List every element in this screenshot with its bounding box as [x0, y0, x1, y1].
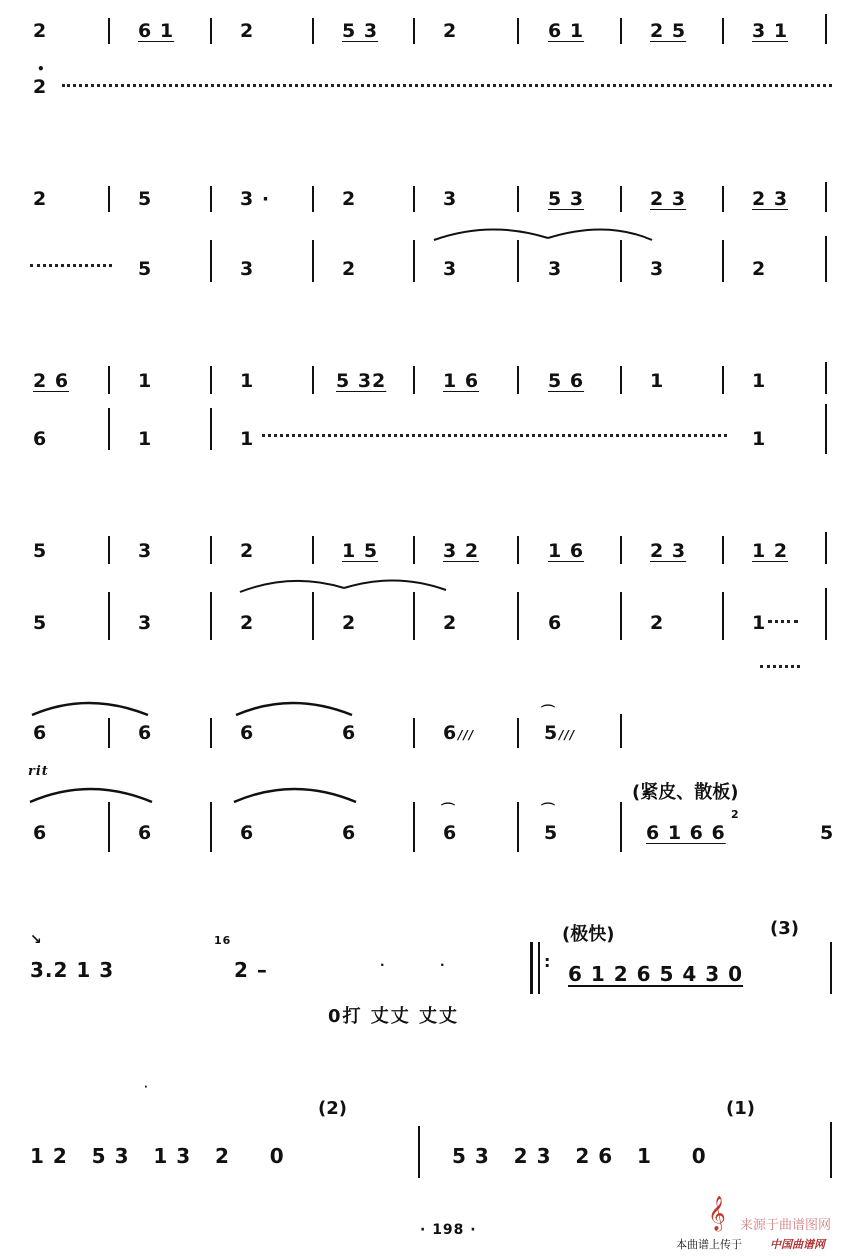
- barline: [108, 366, 110, 394]
- barline: [825, 532, 827, 564]
- note-group: 6 1: [138, 20, 175, 42]
- note: 5: [33, 612, 48, 634]
- sustain-dotted-line: [760, 665, 800, 668]
- site-logo: 中国曲谱网: [770, 1238, 825, 1251]
- tie-arc: [236, 572, 451, 596]
- watermark: 来源于曲谱图网: [740, 1218, 832, 1233]
- barline: [830, 942, 832, 994]
- barline: [517, 240, 519, 282]
- sustain-dotted-line: [30, 264, 112, 267]
- held-note: 2 –: [234, 958, 268, 982]
- note-group: 5 6: [548, 370, 585, 392]
- barline: [210, 18, 212, 44]
- barline: [108, 802, 110, 852]
- barline: [722, 366, 724, 394]
- barline: [413, 366, 415, 394]
- note-group: 1 5: [342, 540, 379, 562]
- barline: [312, 592, 314, 640]
- barline: [210, 366, 212, 394]
- note: 1: [752, 428, 767, 450]
- note-group: 1 6: [443, 370, 480, 392]
- repeat-dots: :: [544, 952, 552, 971]
- tempo-marking: (极快): [562, 924, 615, 945]
- sustain-dotted-line: [62, 84, 832, 87]
- note: 3: [443, 258, 458, 280]
- section-number: (2): [318, 1098, 347, 1119]
- section-number: (1): [726, 1098, 755, 1119]
- barline: [620, 592, 622, 640]
- barline: [722, 240, 724, 282]
- note: 5: [138, 188, 153, 210]
- barline: [722, 18, 724, 44]
- barline: [108, 536, 110, 564]
- footer-credit: 本曲谱上传于: [676, 1238, 742, 1251]
- barline: [517, 366, 519, 394]
- note: 3: [548, 258, 563, 280]
- barline: [108, 18, 110, 44]
- fermata-icon: ⌒: [441, 803, 456, 819]
- note: 6: [138, 822, 153, 844]
- note: 5: [33, 540, 48, 562]
- note-group: 5 3: [342, 20, 379, 42]
- note: 3 ·: [240, 188, 271, 210]
- barline: [413, 186, 415, 212]
- note: 2: [752, 258, 767, 280]
- barline: [312, 366, 314, 394]
- barline: [620, 18, 622, 44]
- note: 2: [240, 612, 255, 634]
- slide-mark-icon: ↘: [30, 932, 43, 948]
- note: 1: [752, 612, 767, 634]
- barline: [108, 718, 110, 748]
- note: 6: [33, 822, 48, 844]
- barline: [825, 362, 827, 394]
- tie-arc: [232, 697, 362, 719]
- dot-mark: ·: [380, 958, 386, 972]
- tie-arc: [28, 697, 158, 719]
- barline: [413, 18, 415, 44]
- note: 2: [443, 20, 458, 42]
- note-group: 2 6: [33, 370, 70, 392]
- fermata-icon: ⌒: [541, 705, 556, 721]
- barline: [825, 236, 827, 282]
- barline: [517, 718, 519, 748]
- held-note: 2: [33, 76, 48, 98]
- tie-arc: [430, 222, 660, 246]
- tie-arc: [26, 784, 158, 806]
- performance-annotation: (紧皮、散板): [632, 782, 739, 803]
- note: 5: [138, 258, 153, 280]
- note-group: 5 3 2 3 2 6 1 0: [452, 1144, 707, 1168]
- note: 1: [138, 428, 153, 450]
- note: 6: [240, 722, 255, 744]
- note: 6: [342, 822, 357, 844]
- barline: [210, 802, 212, 852]
- repeat-barline-thin: [538, 942, 540, 994]
- note: 1: [650, 370, 665, 392]
- fermata-icon: ⌒: [541, 803, 556, 819]
- barline: [418, 1126, 420, 1178]
- barline: [620, 240, 622, 282]
- note: 2: [342, 612, 357, 634]
- barline: [517, 802, 519, 852]
- sustain-dotted-line: [768, 620, 798, 623]
- note: 1: [240, 428, 255, 450]
- barline: [312, 18, 314, 44]
- note: 6: [548, 612, 563, 634]
- tremolo-note: 5: [544, 722, 559, 744]
- tremolo-mark: ///: [559, 728, 576, 742]
- grace-note: 2: [731, 808, 740, 821]
- barline: [825, 182, 827, 212]
- barline: [722, 536, 724, 564]
- barline: [413, 536, 415, 564]
- page-number: · 198 ·: [420, 1222, 477, 1238]
- barline: [830, 1122, 832, 1178]
- note: 1: [752, 370, 767, 392]
- note: 3: [138, 540, 153, 562]
- note: 3: [443, 188, 458, 210]
- note: 6: [342, 722, 357, 744]
- note-group: 3.2 1 3: [30, 958, 115, 982]
- note: 2: [240, 540, 255, 562]
- barline: [825, 404, 827, 454]
- grace-note: 16: [214, 934, 232, 947]
- barline: [620, 186, 622, 212]
- note: 2: [342, 258, 357, 280]
- note-group: 2 5: [650, 20, 687, 42]
- note: 2: [342, 188, 357, 210]
- tremolo-mark: ///: [458, 728, 475, 742]
- note-group: 2 3: [650, 188, 687, 210]
- barline: [108, 408, 110, 450]
- note: 6: [443, 822, 458, 844]
- note-group: 6 1 2 6 5 4 3 0: [568, 962, 744, 986]
- barline: [312, 240, 314, 282]
- barline: [517, 186, 519, 212]
- barline: [825, 588, 827, 640]
- barline: [210, 240, 212, 282]
- tie-arc: [230, 784, 362, 806]
- barline: [210, 718, 212, 748]
- section-number: (3): [770, 918, 799, 939]
- barline: [210, 186, 212, 212]
- note: 6: [33, 428, 48, 450]
- note-group: 3 2: [443, 540, 480, 562]
- dot-mark: ·: [144, 1082, 149, 1093]
- note-group: 5 32: [336, 370, 387, 392]
- ritardando-marking: rit: [28, 764, 49, 779]
- note-group: 2 3: [650, 540, 687, 562]
- note: 2: [33, 188, 48, 210]
- barline: [312, 186, 314, 212]
- note: 1: [240, 370, 255, 392]
- percussion-line: 0打 丈丈 丈丈: [328, 1006, 460, 1027]
- note-group: 1 6: [548, 540, 585, 562]
- barline: [722, 186, 724, 212]
- barline: [413, 592, 415, 640]
- tremolo-note: 6: [443, 722, 458, 744]
- note: 1: [138, 370, 153, 392]
- barline: [210, 408, 212, 450]
- barline: [413, 718, 415, 748]
- note: 5: [544, 822, 559, 844]
- barline: [620, 802, 622, 852]
- note: 2: [240, 20, 255, 42]
- note: 6: [138, 722, 153, 744]
- note-group: 1 2: [752, 540, 789, 562]
- barline: [312, 536, 314, 564]
- barline: [517, 592, 519, 640]
- barline: [722, 592, 724, 640]
- sustain-dotted-line: [262, 434, 727, 437]
- note: 3: [650, 258, 665, 280]
- note-group: 2 3: [752, 188, 789, 210]
- note-group: 1 2 5 3 1 3 2 0: [30, 1144, 285, 1168]
- note-group: 6 1 6 6: [646, 822, 726, 844]
- barline: [620, 536, 622, 564]
- barline: [620, 366, 622, 394]
- barline: [517, 18, 519, 44]
- note: 3: [138, 612, 153, 634]
- octave-dot: •: [37, 62, 46, 76]
- note: 2: [650, 612, 665, 634]
- note-group: 3 1: [752, 20, 789, 42]
- barline: [108, 592, 110, 640]
- barline: [620, 714, 622, 748]
- note: 3: [240, 258, 255, 280]
- barline: [413, 802, 415, 852]
- barline: [413, 240, 415, 282]
- note: 2: [443, 612, 458, 634]
- treble-clef-icon: 𝄞: [708, 1196, 726, 1231]
- barline: [517, 536, 519, 564]
- barline: [210, 592, 212, 640]
- note-group: 5 3: [548, 188, 585, 210]
- note: 6: [33, 722, 48, 744]
- note-group: 6 1: [548, 20, 585, 42]
- dot-mark: ·: [440, 958, 446, 972]
- note: 5: [820, 822, 835, 844]
- barline: [108, 186, 110, 212]
- barline: [210, 536, 212, 564]
- note: 2: [33, 20, 48, 42]
- barline: [825, 14, 827, 44]
- repeat-barline-thick: [530, 942, 533, 994]
- note: 6: [240, 822, 255, 844]
